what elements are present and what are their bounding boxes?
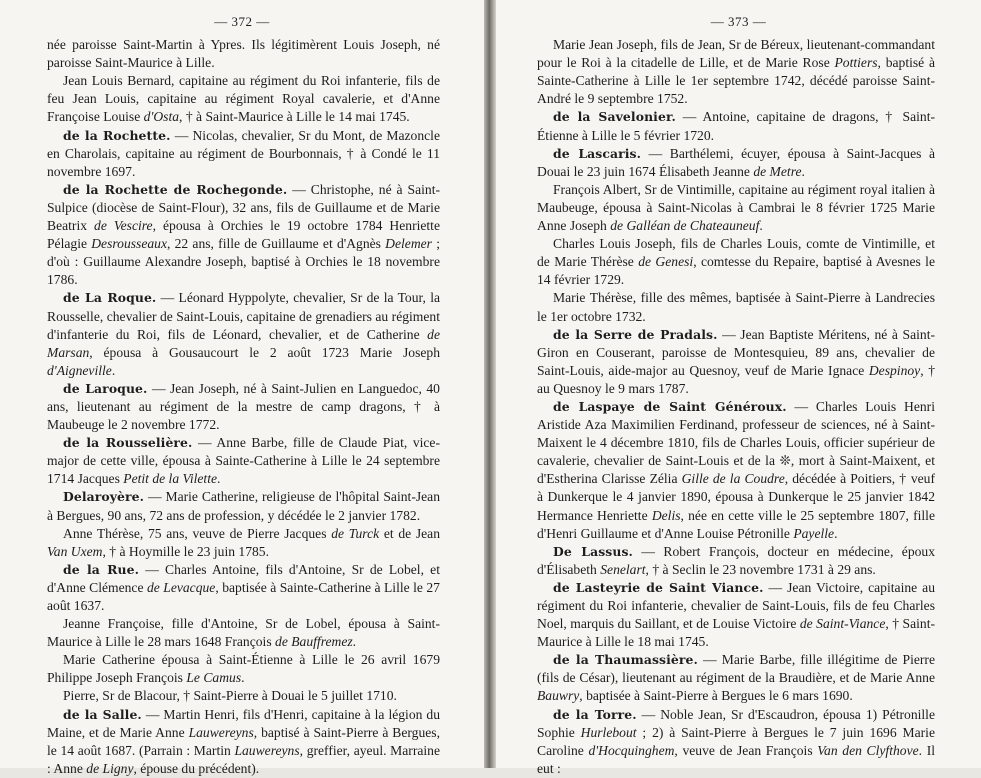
entry-text: — Marie Barbe, fille illégitime de Pierre (fils de César), lieutenant au régiment de la Braudière, et de Marie Anne: [537, 652, 935, 686]
italic-name: de Levacque: [146, 579, 216, 595]
entry-text: , † à Seclin le 23 novembre 1731 à 29 ans.: [645, 561, 876, 577]
italic-name: Bauwry: [537, 688, 580, 704]
entry-text: .: [217, 471, 221, 487]
entry-text: , épousa à Orchies le 19 octobre 1784 Henriette Pélagie: [47, 218, 440, 252]
surname-heading: de la Rue.: [63, 561, 140, 577]
italic-name: Senelart: [600, 561, 646, 577]
left-page-text: [47, 36, 440, 778]
entry-text: , comtesse du Repaire, baptisé à Avesnes le 14 février 1729.: [537, 254, 935, 288]
entry-paragraph: [537, 36, 935, 108]
entry-text: née paroisse Saint-Martin à Ypres. Ils légitimèrent Louis Joseph, né paroisse Saint-Maurice à Lille.: [47, 37, 440, 71]
entry-text: Marie Jean Joseph, fils de Jean, Sr de Béreux, lieutenant-commandant pour le Roi à la citadelle de Lille, et de Marie Rose: [537, 37, 935, 71]
italic-name: d'Osta: [143, 109, 180, 125]
entry-paragraph: [47, 380, 440, 434]
entry-text: ; d'où : Guillaume Alexandre Joseph, baptisé à Orchies le 18 novembre 1786.: [47, 236, 440, 288]
entry-paragraph: [47, 72, 440, 126]
entry-text: , greffier, ayeul. Marraine : Anne: [47, 742, 440, 776]
entry-text: — Noble Jean, Sr d'Escaudron, épousa 1) Pétronille Sophie: [537, 706, 935, 740]
italic-name: Despinoy: [868, 362, 921, 378]
italic-name: Le Camus: [186, 670, 242, 686]
entry-text: — Jean Baptiste Méritens, né à Saint-Giron en Couserant, paroisse de Montesquieu, 89 ans, chevalier de Saint-Louis, aide-major au Quesnoy, veuf de Marie Ignace: [537, 326, 935, 378]
entry-text: — Nicolas, chevalier, Sr du Mont, de Mazoncle en Charolais, capitaine au régiment de Bourbonnais, † à Condé le 11 novembre 1697.: [47, 127, 440, 179]
entry-text: , épousa à Gousaucourt le 2 août 1723 Marie Joseph: [89, 344, 440, 360]
entry-text: , † Saint-Maurice à Lille le 18 mai 1745.: [537, 616, 935, 650]
entry-paragraph: [537, 289, 935, 325]
italic-name: d'Hocquinghem: [588, 742, 675, 758]
entry-paragraph: [537, 181, 935, 235]
entry-text: Marie Catherine épousa à Saint-Étienne à Lille le 26 avril 1679 Philippe Joseph François: [47, 652, 440, 686]
entry-paragraph: [537, 579, 935, 651]
entry-paragraph: [47, 525, 440, 561]
entry-text: — Antoine, capitaine de dragons, † Saint-Étienne à Lille le 5 février 1720.: [537, 109, 935, 143]
entry-paragraph: [47, 127, 440, 181]
surname-heading: de la Serre de Pradals.: [553, 326, 718, 342]
entry-text: François Albert, Sr de Vintimille, capitaine au régiment royal italien à Maubeuge, épousa à Saint-Nicolas à Cambrai le 8 février 1725 Marie Anne Joseph: [537, 181, 935, 234]
entry-text: Pierre, Sr de Blacour, † Saint-Pierre à Douai le 5 juillet 1710.: [63, 688, 397, 704]
entry-paragraph: [537, 108, 935, 144]
surname-heading: de la Thaumassière.: [553, 652, 698, 668]
entry-paragraph: [47, 706, 440, 778]
italic-name: Delis: [651, 507, 681, 523]
entry-text: , née en cette ville le 25 septembre 1807, fille d'Henri Guillaume et d'Anne Louise Pétronille: [537, 507, 935, 541]
entry-text: .: [834, 525, 838, 541]
entry-paragraph: [47, 289, 440, 379]
entry-text: — Martin Henri, fils d'Henri, capitaine à la légion du Maine, et de Marie Anne: [47, 706, 440, 740]
entry-paragraph: [47, 687, 440, 705]
entry-text: — Charles Louis Henri Aristide Aza Maximilien Ferdinand, professeur de sciences, né à Saint-Maixent le 4 décembre 1810, fils de Charles Louis, officier supérieur de cavalerie, chevalier de Saint-Louis et de la ❊, mort à Saint-Maixent, et d'Estherina Clarisse Zélia: [537, 398, 935, 487]
entry-text: et de Jean: [379, 525, 440, 541]
entry-text: , baptisé à Saint-Pierre à Bergues, le 14 août 1687. (Parrain : Martin: [47, 724, 440, 758]
right-page-text: [537, 36, 935, 778]
entry-text: — Marie Catherine, religieuse de l'hôpital Saint-Jean à Bergues, 90 ans, 72 ans de profession, y décédée le 2 janvier 1782.: [47, 489, 440, 523]
italic-name: Hurlebout: [580, 724, 637, 740]
entry-text: .: [352, 634, 357, 650]
italic-name: Lauwereyns: [188, 724, 254, 740]
italic-name: Van den Clyfthove: [817, 742, 919, 758]
entry-paragraph: [47, 488, 440, 524]
entry-text: — Léonard Hyppolyte, chevalier, Sr de la Tour, la Rousselle, chevalier de Saint-Louis, capitaine de grenadiers au régiment d'infanterie du Roi, fils de Léonard, chevalier, et de Catherine: [47, 290, 441, 342]
entry-paragraph: [537, 651, 935, 705]
entry-text: , † au Quesnoy le 9 mars 1787.: [537, 362, 935, 396]
italic-name: de Galléan de Chateauneuf: [610, 218, 760, 234]
italic-name: Petit de la Vilette: [123, 471, 218, 487]
entry-text: Marie Thérèse, fille des mêmes, baptisée à Saint-Pierre à Landrecies le 1er octobre 1732.: [537, 290, 935, 324]
entry-text: . Il eut :: [537, 742, 935, 776]
italic-name: de Ligny: [86, 760, 134, 776]
entry-paragraph: [537, 543, 935, 579]
entry-paragraph: [537, 326, 935, 398]
italic-name: de Metre: [753, 163, 802, 179]
italic-name: de Genesi: [638, 254, 694, 270]
italic-name: de Turck: [331, 525, 380, 541]
book-gutter: [484, 0, 496, 768]
entry-text: , veuve de Jean François: [674, 742, 818, 758]
page-number-right: — 373 —: [710, 14, 767, 29]
entry-text: — Jean Joseph, né à Saint-Julien en Languedoc, 40 ans, lieutenant au régiment de la mestre de camp dragons, † à Maubeuge le 2 novembre 1772.: [47, 380, 440, 433]
entry-text: Jean Louis Bernard, capitaine au régiment du Roi infanterie, fils de feu Jean Louis, capitaine au régiment Royal cavalerie, et d'Anne Françoise Louise: [47, 73, 440, 125]
entry-text: ; 2) à Saint-Pierre à Bergues le 7 juin 1696 Marie Caroline: [537, 724, 935, 758]
surname-heading: de Laroque.: [63, 380, 148, 396]
italic-name: de Saint-Viance: [799, 616, 886, 632]
entry-text: — Anne Barbe, fille de Claude Piat, vice-major de cette ville, épousa à Sainte-Catherine à Lille le 24 septembre 1714 Jacques: [47, 435, 440, 487]
entry-text: , décédée à Poitiers, † veuf à Dunkerque le 4 janvier 1890, épousa à Dunkerque le 25 janvier 1842 Hermance Henriette: [537, 471, 936, 523]
surname-heading: de Lascaris.: [553, 145, 642, 161]
surname-heading: de la Salle.: [63, 706, 142, 722]
italic-name: Delemer: [385, 236, 432, 252]
entry-paragraph: [537, 706, 935, 778]
surname-heading: De Lassus.: [553, 543, 633, 559]
entry-paragraph: [47, 561, 440, 615]
entry-paragraph: [537, 235, 935, 289]
entry-text: — Barthélemi, écuyer, épousa à Saint-Jacques à Douai le 23 juin 1674 Élisabeth Jeanne: [537, 145, 936, 179]
entry-text: , † à Hoymille le 23 juin 1785.: [102, 543, 270, 559]
entry-text: .: [759, 218, 763, 234]
entry-paragraph: [47, 181, 440, 290]
surname-heading: de la Rochette.: [63, 127, 171, 143]
italic-name: de Vescire: [94, 218, 153, 234]
surname-heading: de la Rochette de Rochegonde.: [63, 181, 288, 197]
entry-text: , épouse du précédent).: [133, 760, 260, 776]
surname-heading: Delaroyère.: [63, 489, 145, 505]
entry-text: — Christophe, né à Saint-Sulpice (diocèse de Saint-Flour), 32 ans, fils de Guillaume et de Marie Beatrix: [47, 181, 441, 234]
entry-paragraph: [537, 398, 935, 543]
italic-name: de Bauffremez: [275, 634, 353, 650]
entry-text: Charles Louis Joseph, fils de Charles Louis, comte de Vintimille, et de Marie Thérèse: [537, 236, 935, 270]
entry-text: .: [801, 163, 805, 179]
entry-paragraph: [47, 651, 440, 687]
entry-text: , † à Saint-Maurice à Lille le 14 mai 1745.: [179, 109, 410, 125]
entry-text: — Charles Antoine, fils d'Antoine, Sr de Lobel, et d'Anne Clémence: [47, 561, 440, 595]
italic-name: Van Uxem: [47, 543, 103, 559]
entry-text: — Robert François, docteur en médecine, époux d'Élisabeth: [537, 543, 936, 577]
entry-paragraph: [537, 145, 935, 181]
entry-text: , baptisé à Sainte-Catherine à Lille le 1er septembre 1742, décédé paroisse Saint-André le 9 septembre 1752.: [537, 55, 935, 107]
entry-text: .: [241, 670, 245, 686]
surname-heading: de la Savelonier.: [553, 109, 676, 125]
italic-name: Pottiers: [834, 55, 878, 71]
surname-heading: de La Roque.: [63, 290, 157, 306]
italic-name: d'Aigneville: [47, 362, 112, 378]
italic-name: Payelle: [793, 525, 835, 541]
italic-name: Lauwereyns: [234, 742, 300, 758]
entry-paragraph: [47, 434, 440, 488]
right-page: [496, 0, 981, 776]
entry-paragraph: [47, 36, 440, 72]
surname-heading: de Lasteyrie de Saint Viance.: [553, 579, 764, 595]
surname-heading: de Laspaye de Saint Généroux.: [553, 398, 787, 414]
surname-heading: de la Torre.: [553, 706, 637, 722]
entry-text: — Jean Victoire, capitaine au régiment du Roi infanterie, chevalier de Saint-Louis, fils de feu Charles Noel, marquis du Saillant, et de Louise Victoire: [537, 579, 935, 632]
page-number-left: — 372 —: [214, 14, 270, 29]
entry-text: , baptisée à Saint-Pierre à Bergues le 6 mars 1690.: [579, 688, 853, 704]
entry-paragraph: [47, 615, 440, 651]
italic-name: Desrousseaux: [91, 236, 167, 252]
entry-text: , baptisée à Sainte-Catherine à Lille le 27 août 1637.: [47, 579, 440, 613]
left-page: [0, 0, 484, 776]
surname-heading: de la Rousselière.: [63, 435, 193, 451]
entry-text: Anne Thérèse, 75 ans, veuve de Pierre Jacques: [63, 525, 332, 541]
entry-text: Jeanne Françoise, fille d'Antoine, Sr de Lobel, épousa à Saint-Maurice à Lille le 28 mars 1648 François: [47, 616, 440, 650]
entry-text: , 22 ans, fille de Guillaume et d'Agnès: [167, 236, 386, 252]
italic-name: Gille de la Coudre: [681, 471, 785, 487]
entry-text: .: [111, 362, 116, 378]
italic-name: de Marsan: [47, 326, 440, 360]
